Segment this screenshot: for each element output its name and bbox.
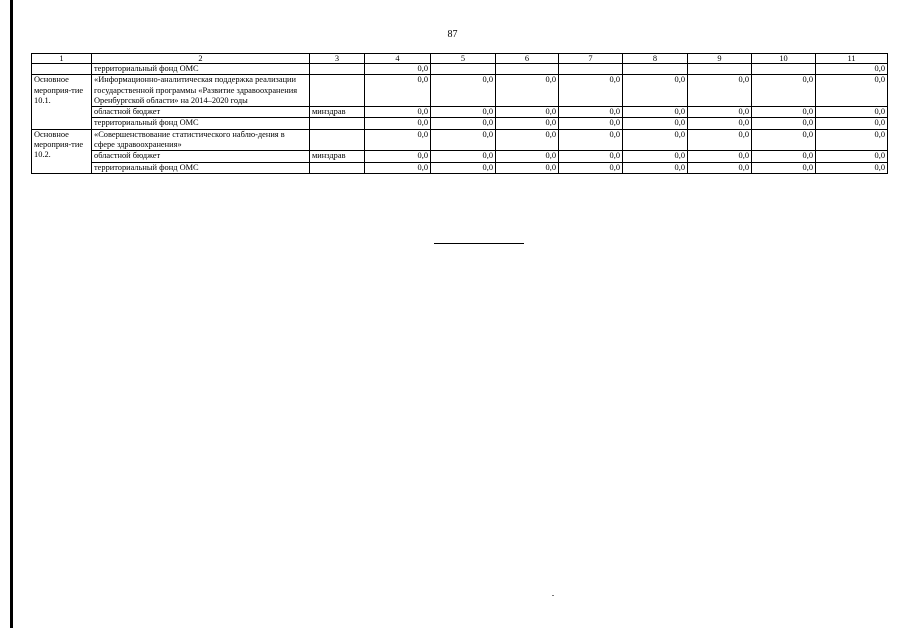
description-cell: территориальный фонд ОМС: [92, 162, 310, 173]
table-row: [32, 75, 888, 107]
col-header: 8: [623, 54, 688, 64]
col-header: 6: [496, 54, 559, 64]
value-cell: [623, 64, 688, 75]
value-cell: 0,0: [816, 118, 888, 129]
col-header: 4: [365, 54, 431, 64]
col-header: 11: [816, 54, 888, 64]
value-cell: 0,0: [496, 129, 559, 151]
value-cell: 0,0: [688, 107, 752, 118]
value-cell: 0,0: [688, 75, 752, 107]
executor-cell: [310, 64, 365, 75]
value-cell: 0,0: [688, 118, 752, 129]
table-row: [32, 162, 888, 173]
value-cell: 0,0: [623, 75, 688, 107]
value-cell: 0,0: [559, 151, 623, 162]
col-header: 10: [752, 54, 816, 64]
col-header: 7: [559, 54, 623, 64]
value-cell: 0,0: [752, 75, 816, 107]
value-cell: 0,0: [559, 107, 623, 118]
page-number: 87: [447, 29, 458, 40]
value-cell: [688, 64, 752, 75]
value-cell: 0,0: [623, 162, 688, 173]
page-edge-bar: [10, 0, 13, 628]
description-cell: территориальный фонд ОМС: [92, 118, 310, 129]
value-cell: 0,0: [623, 107, 688, 118]
value-cell: 0,0: [431, 75, 496, 107]
table-row: [32, 64, 888, 75]
description-cell: «Совершенствование статистического наблю-дения в сфере здравоохранения»: [92, 129, 310, 151]
end-rule: [434, 243, 524, 244]
value-cell: 0,0: [365, 129, 431, 151]
executor-cell: минздрав: [310, 151, 365, 162]
value-cell: 0,0: [431, 129, 496, 151]
value-cell: 0,0: [816, 162, 888, 173]
header-row: [32, 54, 888, 64]
value-cell: [559, 64, 623, 75]
value-cell: 0,0: [365, 64, 431, 75]
value-cell: 0,0: [559, 118, 623, 129]
col-header: 9: [688, 54, 752, 64]
value-cell: 0,0: [816, 75, 888, 107]
scan-speck: [552, 595, 554, 596]
value-cell: 0,0: [365, 151, 431, 162]
value-cell: 0,0: [623, 129, 688, 151]
executor-cell: минздрав: [310, 107, 365, 118]
value-cell: 0,0: [496, 162, 559, 173]
table-row: [32, 151, 888, 162]
executor-cell: [310, 118, 365, 129]
table-row: [32, 129, 888, 151]
value-cell: 0,0: [623, 118, 688, 129]
description-cell: «Информационно-аналитическая поддержка реализации государственной программы «Развитие здравоохранения Оренбургской области» на 2014–2020 годы: [92, 75, 310, 107]
value-cell: 0,0: [688, 129, 752, 151]
value-cell: 0,0: [496, 107, 559, 118]
value-cell: 0,0: [431, 162, 496, 173]
value-cell: 0,0: [688, 162, 752, 173]
description-cell: областной бюджет: [92, 151, 310, 162]
col-header: 1: [32, 54, 92, 64]
value-cell: 0,0: [496, 118, 559, 129]
event-cell: [32, 64, 92, 75]
value-cell: 0,0: [431, 151, 496, 162]
value-cell: 0,0: [688, 151, 752, 162]
value-cell: 0,0: [816, 107, 888, 118]
col-header: 2: [92, 54, 310, 64]
value-cell: 0,0: [752, 129, 816, 151]
value-cell: 0,0: [752, 118, 816, 129]
value-cell: 0,0: [559, 129, 623, 151]
value-cell: 0,0: [365, 75, 431, 107]
value-cell: 0,0: [431, 118, 496, 129]
value-cell: 0,0: [431, 107, 496, 118]
event-cell: Основное мероприя-тие 10.2.: [32, 129, 92, 173]
value-cell: 0,0: [559, 75, 623, 107]
value-cell: 0,0: [623, 151, 688, 162]
value-cell: [496, 64, 559, 75]
value-cell: 0,0: [496, 151, 559, 162]
value-cell: 0,0: [496, 75, 559, 107]
col-header: 5: [431, 54, 496, 64]
value-cell: 0,0: [365, 118, 431, 129]
value-cell: 0,0: [752, 107, 816, 118]
value-cell: 0,0: [365, 107, 431, 118]
value-cell: [752, 64, 816, 75]
description-cell: территориальный фонд ОМС: [92, 64, 310, 75]
table-row: [32, 118, 888, 129]
value-cell: 0,0: [365, 162, 431, 173]
executor-cell: [310, 75, 365, 107]
budget-table: [31, 53, 888, 174]
event-cell: Основное мероприя-тие 10.1.: [32, 75, 92, 129]
executor-cell: [310, 162, 365, 173]
description-cell: областной бюджет: [92, 107, 310, 118]
table-row: [32, 107, 888, 118]
col-header: 3: [310, 54, 365, 64]
value-cell: 0,0: [559, 162, 623, 173]
value-cell: 0,0: [816, 151, 888, 162]
value-cell: 0,0: [752, 151, 816, 162]
executor-cell: [310, 129, 365, 151]
value-cell: 0,0: [752, 162, 816, 173]
value-cell: 0,0: [816, 64, 888, 75]
value-cell: 0,0: [816, 129, 888, 151]
value-cell: [431, 64, 496, 75]
